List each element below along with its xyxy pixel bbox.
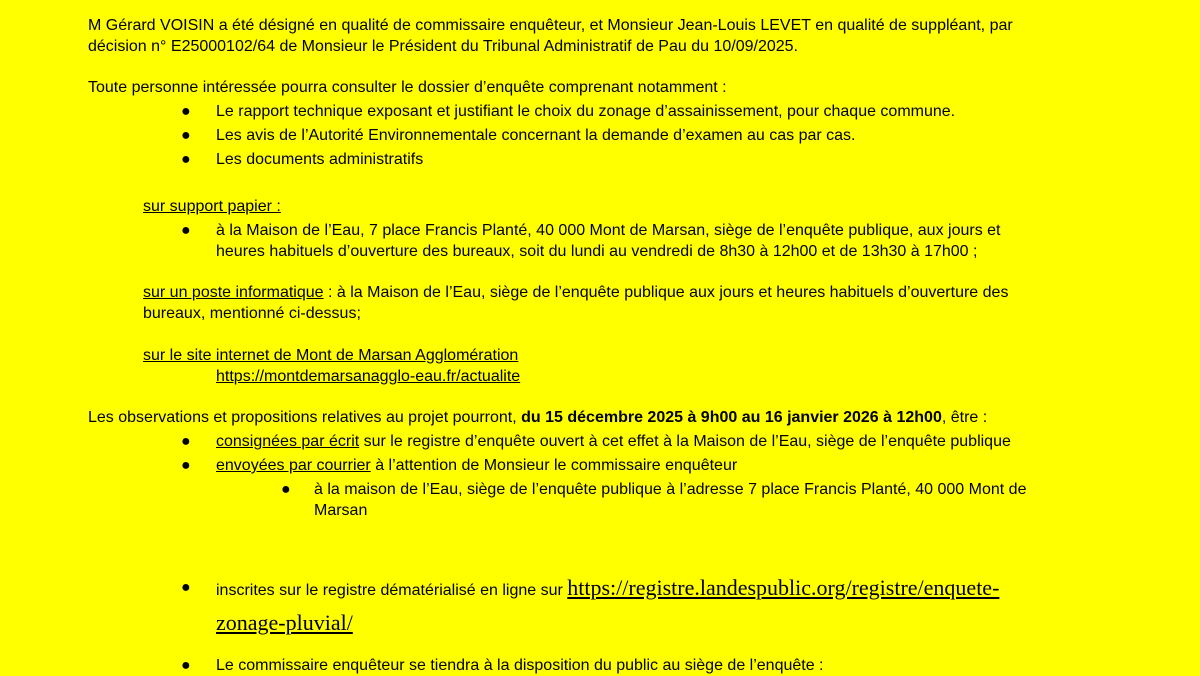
written-rest: sur le registre d’enquête ouvert à cet effet à la Maison de l’Eau, siège de l’enquête publique <box>359 433 1011 450</box>
list-item <box>0 479 1144 521</box>
commissioner-list <box>0 655 1200 676</box>
sub-bullet-icon: ● <box>281 481 291 498</box>
bullet-icon: ● <box>181 433 191 450</box>
list-item <box>0 149 1116 170</box>
website-heading[interactable]: sur le site internet de Mont de Marsan Agglomération <box>143 347 519 364</box>
website-url-link[interactable]: https://montdemarsanagglo-eau.fr/actualite <box>216 368 521 385</box>
commissioner-text: Le commissaire enquêteur se tiendra à la disposition du public au siège de l’enquête : <box>216 657 824 674</box>
bullet-icon: ● <box>181 579 191 596</box>
observations-intro <box>88 407 1188 428</box>
mail-sub-list <box>0 479 1200 521</box>
written-label: consignées par écrit <box>216 433 360 450</box>
paper-heading <box>143 196 281 217</box>
list-item <box>0 655 1116 676</box>
list-item <box>0 220 1116 262</box>
paper-heading-text: sur support papier : <box>143 198 281 215</box>
observations-list <box>0 431 1200 476</box>
intro-paragraph <box>88 15 1188 57</box>
computer-paragraph <box>143 282 1183 324</box>
mail-label: envoyées par courrier <box>216 457 371 474</box>
mail-sub-line-1: à la maison de l’Eau, siège de l’enquête publique à l’adresse 7 place Francis Planté, 40 000 Mont de <box>314 481 1027 498</box>
online-registry-link-cont[interactable]: zonage-pluvial/ <box>216 610 353 635</box>
mail-rest: à l’attention de Monsieur le commissaire enquêteur <box>370 457 738 474</box>
online-registry-link[interactable]: https://registre.landespublic.org/registre/enquete- <box>567 575 1000 600</box>
paper-list <box>0 220 1200 262</box>
bullet-icon: ● <box>181 127 191 144</box>
list-item-text: Les avis de l’Autorité Environnementale concernant la demande d’examen au cas par cas. <box>216 127 856 144</box>
intro-line-1: M Gérard VOISIN a été désigné en qualité de commissaire enquêteur, et Monsieur Jean-Louis LEVET en qualité de suppléant, par <box>88 17 1013 34</box>
bullet-icon: ● <box>181 657 191 674</box>
mail-sub-line-2: Marsan <box>314 502 368 519</box>
list-item <box>0 455 1116 476</box>
list-item-text: Les documents administratifs <box>216 151 424 168</box>
observations-text-after: , être : <box>941 409 988 426</box>
online-list <box>0 572 1200 642</box>
bullet-icon: ● <box>181 222 191 239</box>
observations-dates: du 15 décembre 2025 à 9h00 au 16 janvier 2026 à 12h00 <box>521 409 942 426</box>
consult-intro: Toute personne intéressée pourra consulter le dossier d’enquête comprenant notamment : <box>88 79 727 96</box>
consult-list <box>0 101 1200 170</box>
paper-item-line-2: heures habituels d’ouverture des bureaux, soit du lundi au vendredi de 8h30 à 12h00 et de 13h30 à 17h00 ; <box>216 243 978 260</box>
bullet-icon: ● <box>181 457 191 474</box>
list-item-text: Le rapport technique exposant et justifiant le choix du zonage d’assainissement, pour chaque commune. <box>216 103 956 120</box>
list-item <box>0 431 1116 452</box>
computer-heading: sur un poste informatique <box>143 284 324 301</box>
observations-text-before: Les observations et propositions relatives au projet pourront, <box>88 409 522 426</box>
website-url-paragraph <box>216 366 520 387</box>
bullet-icon: ● <box>181 151 191 168</box>
website-paragraph <box>143 345 518 366</box>
computer-line-2: bureaux, mentionné ci-dessus; <box>143 305 361 322</box>
computer-line-1: : à la Maison de l’Eau, siège de l’enquête publique aux jours et heures habituels d’ouverture des <box>323 284 1009 301</box>
online-text: inscrites sur le registre dématérialisé en ligne sur <box>216 582 568 599</box>
bullet-icon: ● <box>181 103 191 120</box>
list-item <box>0 101 1116 122</box>
list-item <box>0 572 1116 642</box>
list-item <box>0 125 1116 146</box>
paper-item-line-1: à la Maison de l’Eau, 7 place Francis Planté, 40 000 Mont de Marsan, siège de l’enquête publique, aux jours et <box>216 222 1001 239</box>
intro-line-2: décision n° E25000102/64 de Monsieur le Président du Tribunal Administratif de Pau du 10/09/2025. <box>88 38 798 55</box>
